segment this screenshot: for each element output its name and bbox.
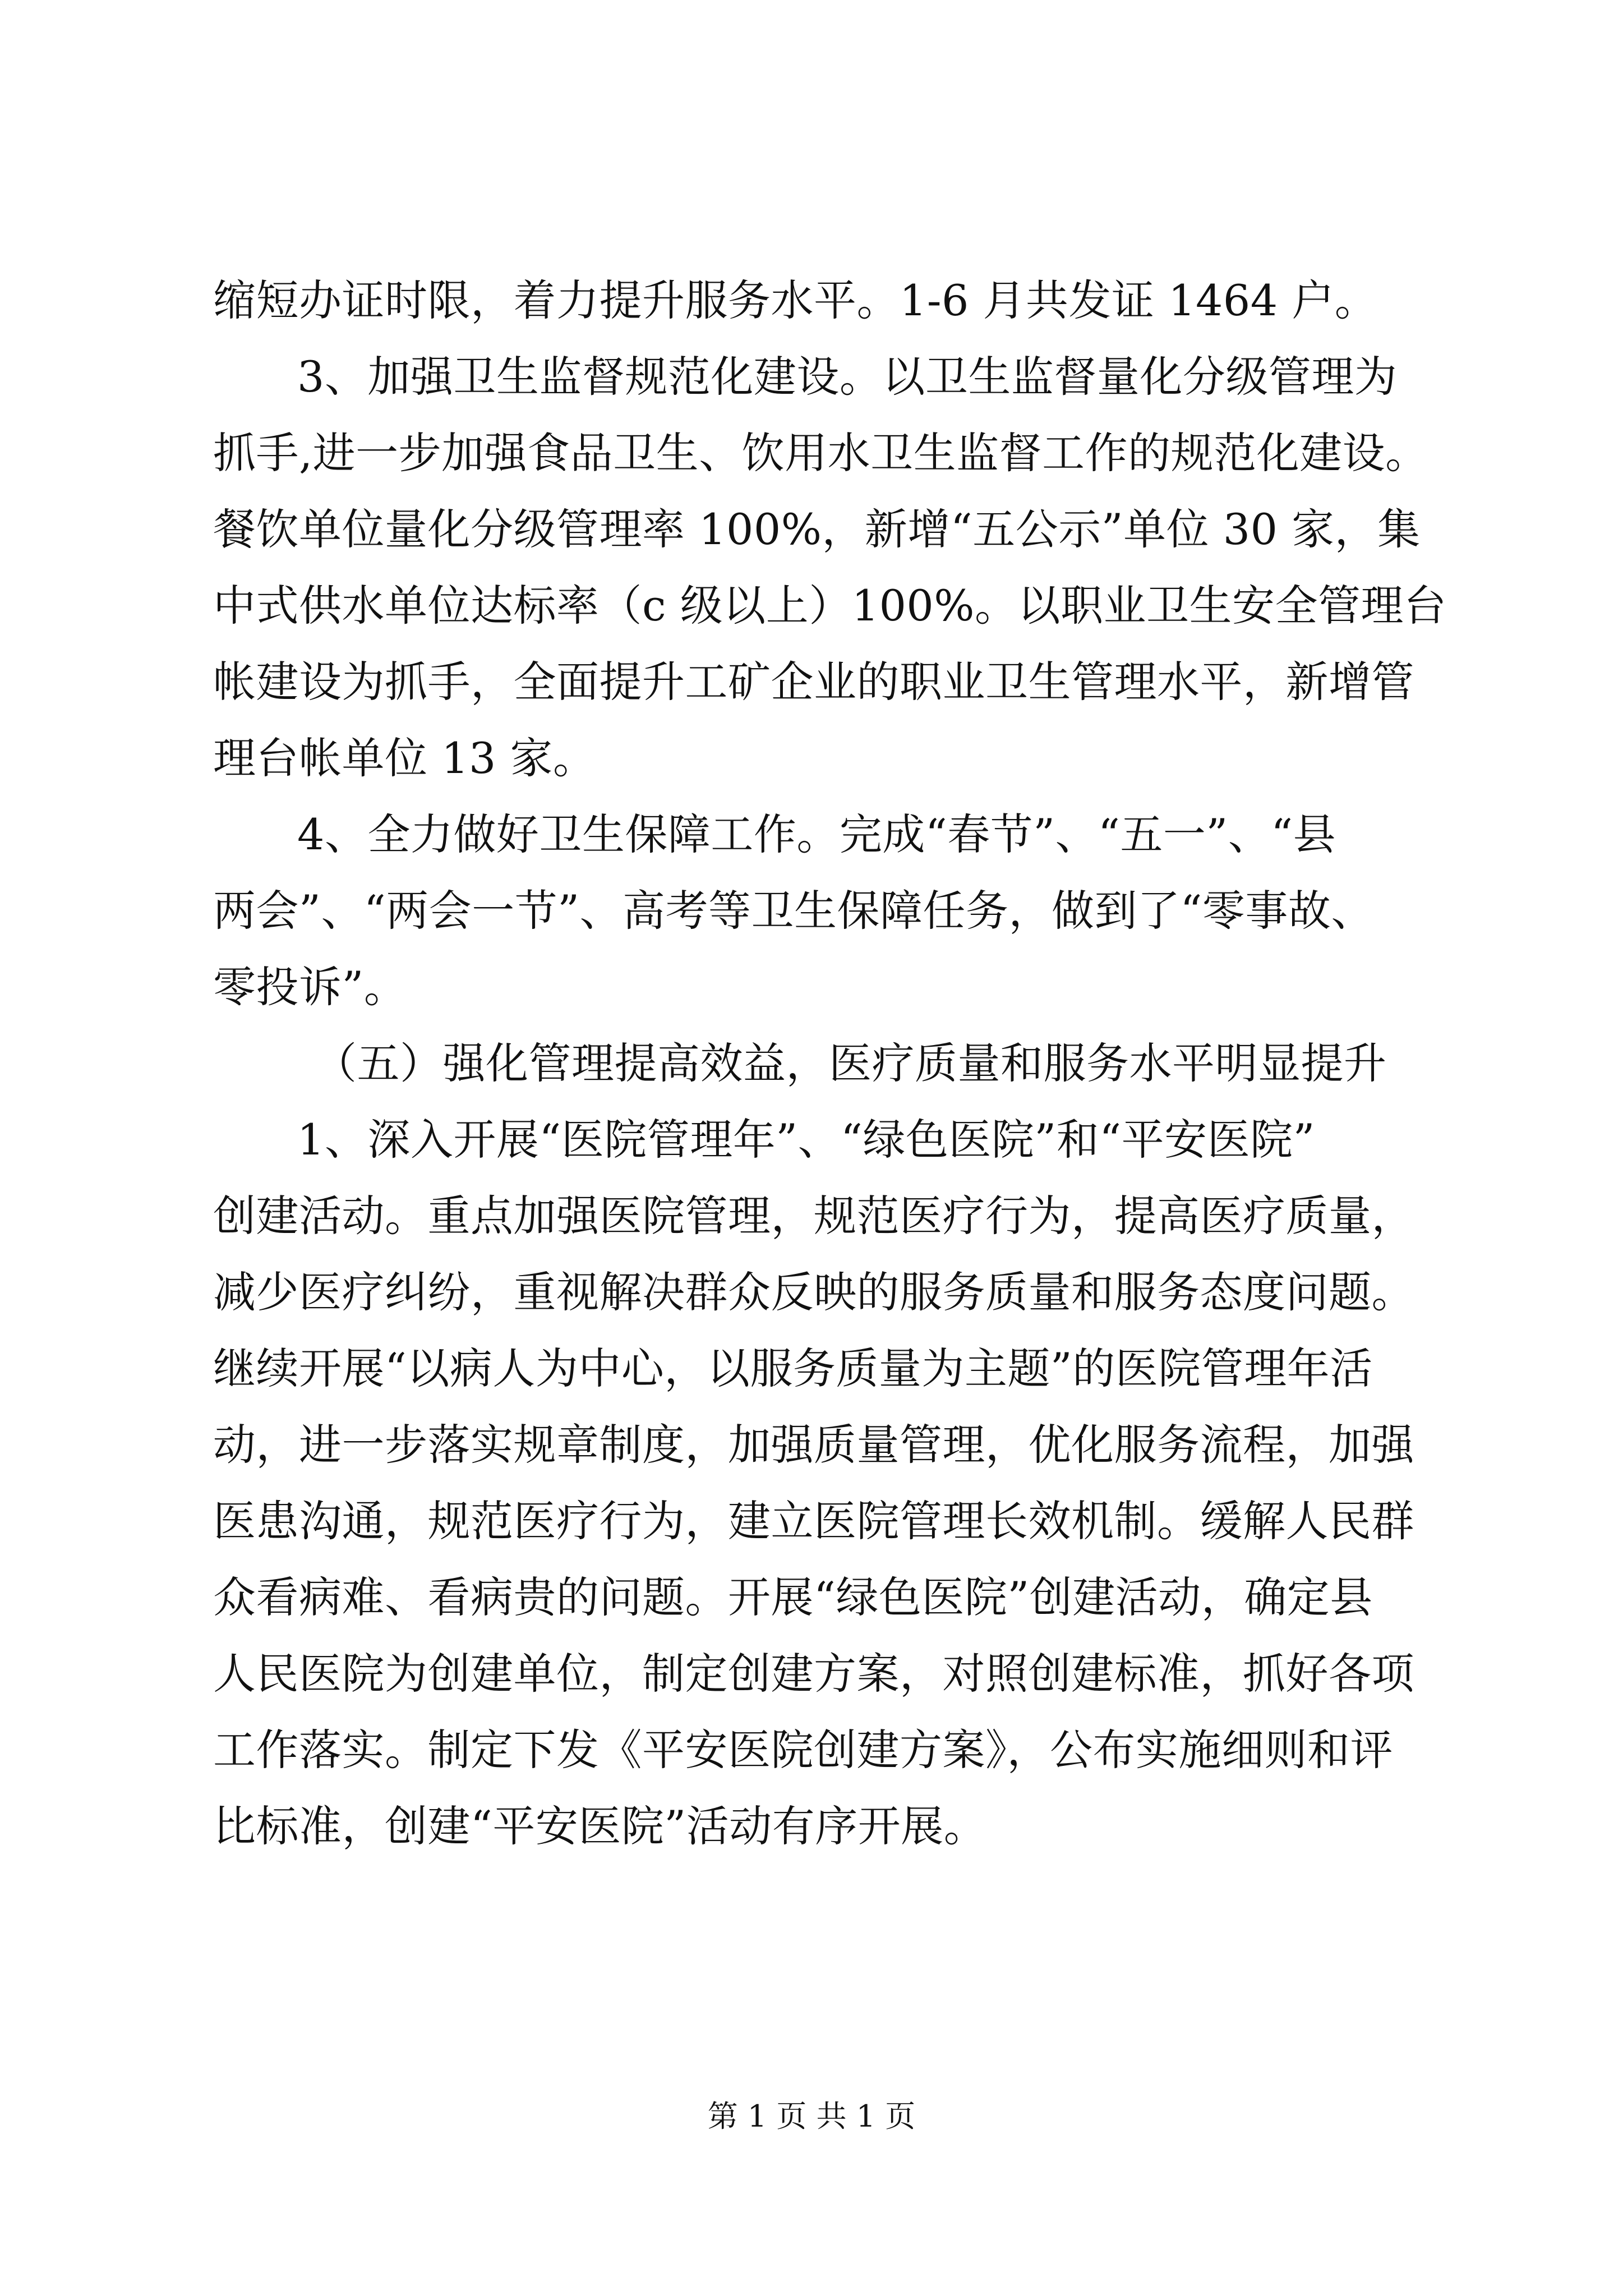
text-line: 1、深入开展“医院管理年”、“绿色医院”和“平安医院”: [297, 1115, 1315, 1165]
text-line: 两会”、“两会一节”、高考等卫生保障任务，做到了“零事故、: [213, 886, 1374, 936]
text-line: 理台帐单位 13 家。: [213, 733, 596, 783]
text-line: 众看病难、看病贵的问题。开展“绿色医院”创建活动，确定县: [213, 1572, 1373, 1622]
text-line: 动，进一步落实规章制度，加强质量管理，优化服务流程，加强: [213, 1420, 1414, 1470]
text-line: 4、全力做好卫生保障工作。完成“春节”、“五一”、“县: [297, 809, 1336, 859]
section-heading: （五）强化管理提高效益，医疗质量和服务水平明显提升: [314, 1038, 1387, 1088]
text-line: 工作落实。制定下发《平安医院创建方案》，公布实施细则和评: [213, 1725, 1393, 1775]
text-line: 3、加强卫生监督规范化建设。以卫生监督量化分级管理为: [297, 352, 1398, 402]
text-line: 缩短办证时限，着力提升服务水平。1-6 月共发证 1464 户。: [213, 275, 1378, 325]
text-line: 创建活动。重点加强医院管理，规范医疗行为，提高医疗质量，: [213, 1191, 1414, 1241]
text-line: 零投诉”。: [213, 962, 407, 1012]
text-line: 医患沟通，规范医疗行为，建立医院管理长效机制。缓解人民群: [213, 1496, 1414, 1546]
text-line: 帐建设为抓手，全面提升工矿企业的职业卫生管理水平，新增管: [213, 657, 1414, 707]
text-line: 减少医疗纠纷，重视解决群众反映的服务质量和服务态度问题。: [213, 1267, 1414, 1317]
text-line: 继续开展“以病人为中心，以服务质量为主题”的医院管理年活: [213, 1343, 1373, 1393]
text-line: 人民医院为创建单位，制定创建方案，对照创建标准，抓好各项: [213, 1649, 1414, 1699]
page-footer: 第 1 页 共 1 页: [707, 2099, 916, 2134]
text-line: 比标准，创建“平安医院”活动有序开展。: [213, 1801, 987, 1851]
document-body: [213, 263, 1447, 1865]
text-line: 中式供水单位达标率（c 级以上）100%。以职业卫生安全管理台: [213, 581, 1447, 631]
text-line: 餐饮单位量化分级管理率 100%，新增“五公示”单位 30 家，集: [213, 504, 1421, 554]
text-line: 抓手,进一步加强食品卫生、饮用水卫生监督工作的规范化建设。: [213, 428, 1428, 478]
